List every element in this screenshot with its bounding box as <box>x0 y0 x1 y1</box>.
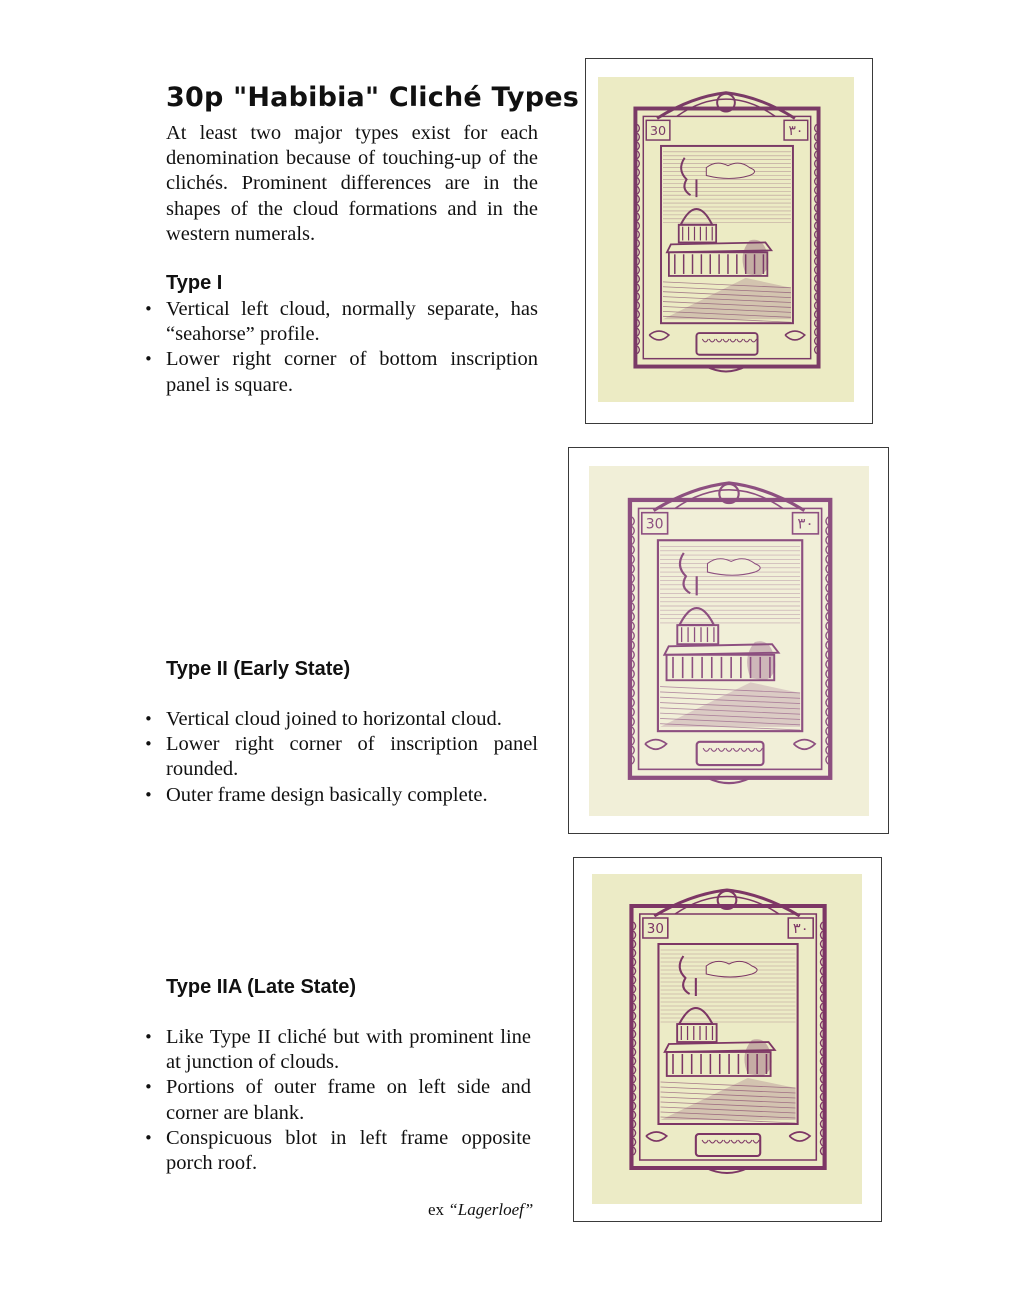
provenance-name: “Lagerloef” <box>448 1200 534 1219</box>
western-numeral: 30 <box>645 516 664 533</box>
type-iia-list <box>166 1025 531 1176</box>
type-ii-bullet-3: • Outer frame design basically complete. <box>166 783 538 808</box>
type-iia-heading: Type IIA (Late State) <box>166 976 357 998</box>
type-i-bullet-2: • Lower right corner of bottom inscription panel is square. <box>166 347 538 397</box>
intro-paragraph: At least two major types exist for each denomination because of touching-up of the clichés. Prominent differences are in the shapes of the cloud formations and in the western numerals. <box>166 122 538 245</box>
stamp-mount-type-i <box>585 58 873 424</box>
provenance-prefix: ex <box>428 1200 445 1219</box>
stamp-mount-type-ii <box>568 447 889 834</box>
stamp-type-ii <box>589 466 869 816</box>
type-ii-bullet-2: • Lower right corner of inscription panel rounded. <box>166 732 538 782</box>
western-numeral: 30 <box>646 922 664 937</box>
type-i-heading: Type I <box>166 272 223 294</box>
type-i-list <box>166 297 538 398</box>
stamp-artwork <box>598 77 854 402</box>
type-iia-bullet-3: • Conspicuous blot in left frame opposite porch roof. <box>166 1126 531 1176</box>
provenance-note <box>428 1200 533 1220</box>
type-ii-heading: Type II (Early State) <box>166 658 351 680</box>
type-i-bullet-1: • Vertical left cloud, normally separate, has “seahorse” profile. <box>166 297 538 347</box>
type-iia-bullet-1: • Like Type II cliché but with prominent line at junction of clouds. <box>166 1025 531 1075</box>
type-ii-list <box>166 707 538 808</box>
stamp-mount-type-iia <box>573 857 882 1222</box>
eastern-numeral: ٣٠ <box>797 514 814 533</box>
stamp-artwork <box>589 466 869 816</box>
western-numeral: 30 <box>649 124 667 140</box>
stamp-artwork <box>592 874 862 1204</box>
page-title: 30p "Habibia" Cliché Types <box>166 82 580 113</box>
type-iia-bullet-2: • Portions of outer frame on left side and corner are blank. <box>166 1075 531 1125</box>
eastern-numeral: ٣٠ <box>788 123 804 140</box>
type-ii-bullet-1: • Vertical cloud joined to horizontal cloud. <box>166 707 538 732</box>
stamp-type-i <box>598 77 854 402</box>
stamp-type-iia <box>592 874 862 1204</box>
eastern-numeral: ٣٠ <box>792 921 809 937</box>
